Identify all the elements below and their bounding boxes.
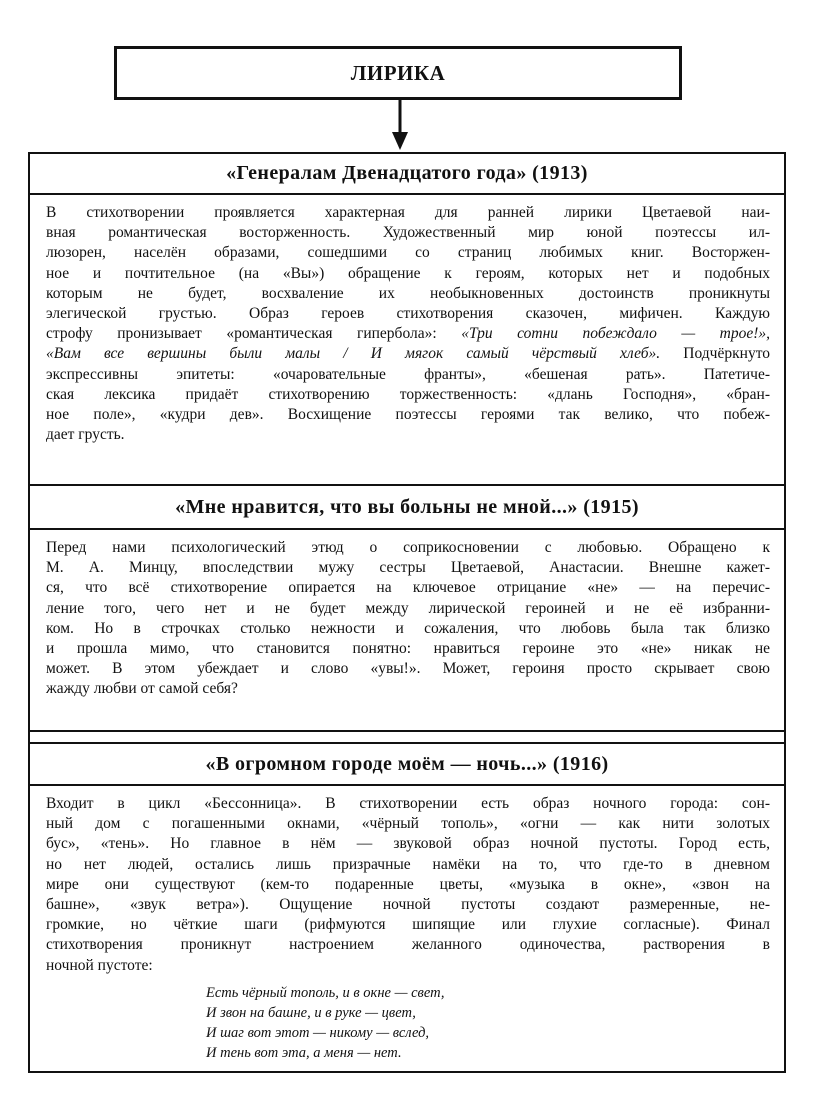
section-2-title: «Мне нравится, что вы больны не мной...» (1915) <box>175 495 639 518</box>
text-line: ное и почтительное (на «Вы») обращение к героям, которых нет и подобных <box>46 264 770 282</box>
quote-fragment: «Вам все вершины были малы / И мягок самый чёрствый хлеб». <box>46 345 661 363</box>
text-line: стихотворения проникнут настроением желанного одиночества, растворения в <box>46 936 770 954</box>
section-2-body <box>46 538 770 700</box>
verse-line: И шаг вот этот — никому — вслед, <box>206 1025 430 1041</box>
section-3-body <box>46 794 770 976</box>
text-line: и прошла мимо, что становится понятно: нравиться героине это «не» никак не <box>46 639 770 657</box>
quote-fragment: «Три сотни побеждало — трое!», <box>461 325 771 343</box>
text-line: ская лексика придаёт стихотворению торжественность: «длань Господня», «бран- <box>46 385 770 403</box>
text-line-with-quote <box>46 324 770 344</box>
down-arrow-icon <box>388 100 412 152</box>
text-line: элегической грустью. Образ героев стихотворения сказочен, мифичен. Каждую <box>46 304 770 322</box>
text-line: дает грусть. <box>46 426 125 444</box>
text-line: М. А. Минцу, впоследствии мужу сестры Цветаевой, Анастасии. Внешне кажет- <box>46 559 770 577</box>
text-line: бус», «тень». Но главное в нём — звуковой образ ночной пустоты. Город есть, <box>46 835 770 853</box>
text-line-with-quote <box>46 344 770 364</box>
text-line: люзорен, населён образами, сошедшими со страниц любимых книг. Восторжен- <box>46 244 770 262</box>
section-1-header <box>30 154 784 195</box>
section-3-header <box>30 742 784 786</box>
text-line: ный дом с погашенными окнами, «чёрный тополь», «огни — как нити золотых <box>46 815 770 833</box>
page-title: ЛИРИКА <box>350 60 446 85</box>
text-line: ся, что всё стихотворение опирается на ключевое отрицание «не» — на перечис- <box>46 579 770 597</box>
verse-line: Есть чёрный тополь, и в окне — свет, <box>206 985 445 1001</box>
text-line: которым не будет, восхваление их необыкновенных достоинств проникнуты <box>46 284 770 302</box>
text-fragment: Подчёркнуто <box>660 345 771 363</box>
poem-excerpt <box>206 983 445 1063</box>
section-3-title: «В огромном городе моём — ночь...» (1916) <box>205 752 609 775</box>
section-1-body <box>46 203 770 445</box>
text-line: ком. Но в строчках столько нежности и сожаления, что любовь была так близко <box>46 619 770 637</box>
text-line: ное поле», «кудри дев». Восхищение поэтессы героями так велико, что побеж- <box>46 405 770 423</box>
section-1-title: «Генералам Двенадцатого года» (1913) <box>226 162 588 184</box>
text-line: В стихотворении проявляется характерная для ранней лирики Цветаевой наи- <box>46 204 770 221</box>
verse-line: И звон на башне, и в руке — цвет, <box>206 1005 416 1021</box>
text-line: громкие, но чёткие шаги (рифмуются шипящие или глухие согласные). Финал <box>46 916 770 934</box>
title-box <box>114 46 682 100</box>
text-line: Входит в цикл «Бессонница». В стихотворении есть образ ночного города: сон- <box>46 795 770 812</box>
text-line: Перед нами психологический этюд о соприкосновении с любовью. Обращено к <box>46 539 770 556</box>
text-line: экспрессивны эпитеты: «очаровательные франты», «бешеная рать». Патетиче- <box>46 365 770 383</box>
text-line: башне», «звук ветра»). Ощущение ночной пустоты создают размеренные, не- <box>46 895 770 913</box>
text-line: но нет людей, остались лишь призрачные намёки на то, что где-то в дневном <box>46 855 770 873</box>
text-line: ление того, чего нет и не будет между лирической героиней и не её избранни- <box>46 599 770 617</box>
text-fragment: строфу пронизывает «романтическая гипербола»: <box>46 325 437 343</box>
content-frame <box>28 152 786 1073</box>
section-2-header <box>30 484 784 530</box>
text-line: жажду любви от самой себя? <box>46 680 238 698</box>
section-divider <box>30 730 784 732</box>
verse-line: И тень вот эта, а меня — нет. <box>206 1045 402 1061</box>
text-line: может. В этом убеждает и слово «увы!». Может, героиня просто скрывает свою <box>46 660 770 678</box>
text-line: ночной пустоте: <box>46 956 153 974</box>
text-line: вная романтическая восторженность. Художественный мир юной поэтессы ил- <box>46 224 770 242</box>
text-line: мире они существуют (кем-то подаренные цветы, «музыка в окне», «звон на <box>46 875 770 893</box>
